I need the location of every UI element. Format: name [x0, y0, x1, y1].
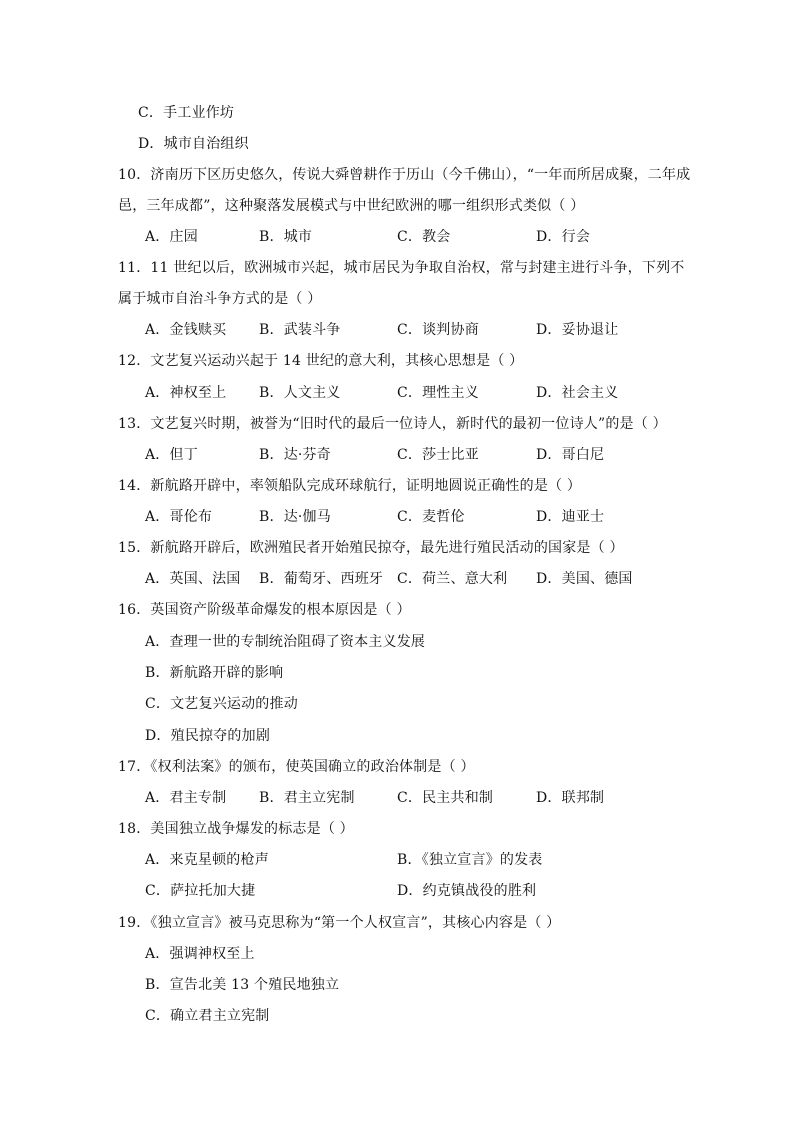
q19-option-b: B．宣告北美 13 个殖民地独立	[145, 977, 340, 993]
q11-option-c: C．谈判协商	[397, 322, 479, 338]
q13-option-b: B．达·芬奇	[259, 447, 331, 463]
q18-option-c: C．萨拉托加大捷	[145, 883, 256, 899]
q17-option-b: B．君主立宪制	[259, 790, 355, 806]
q11-option-d: D．妥协退让	[536, 322, 619, 338]
q12-option-d: D．社会主义	[536, 385, 619, 401]
q18-option-d: D．约克镇战役的胜利	[397, 883, 537, 899]
q12-option-b: B．人文主义	[259, 385, 341, 401]
q11-option-b: B．武装斗争	[259, 322, 341, 338]
q14-option-b: B．达·伽马	[259, 509, 331, 525]
q18-option-a: A．来克星顿的枪声	[145, 852, 269, 868]
q15-option-c: C．荷兰、意大利	[397, 571, 508, 587]
question-17-stem: 17．《权利法案》的颁布，使英国确立的政治体制是（ ）	[118, 759, 475, 775]
q13-option-a: A．但丁	[145, 447, 198, 463]
q10-option-d: D．行会	[536, 229, 591, 245]
q16-option-d: D．殖民掠夺的加剧	[145, 728, 271, 744]
question-10-stem-cont: 邑，三年成都”，这种聚落发展模式与中世纪欧洲的哪一组织形式类似（ ）	[118, 198, 585, 214]
q14-option-d: D．迪亚士	[536, 509, 605, 525]
q16-option-b: B．新航路开辟的影响	[145, 665, 284, 681]
q15-option-d: D．美国、德国	[536, 571, 633, 587]
q16-option-c: C．文艺复兴运动的推动	[145, 696, 298, 712]
q15-option-b: B．葡萄牙、西班牙	[259, 571, 384, 587]
q10-option-c: C．教会	[397, 229, 451, 245]
q13-option-d: D．哥白尼	[536, 447, 605, 463]
option-c: C．手工业作坊	[138, 105, 235, 121]
q15-option-a: A．英国、法国	[145, 571, 241, 587]
q18-option-b: B．《独立宣言》的发表	[397, 852, 543, 868]
question-16-stem: 16．英国资产阶级革命爆发的根本原因是（ ）	[118, 602, 411, 618]
q19-option-c: C．确立君主立宪制	[145, 1008, 270, 1024]
q11-option-a: A．金钱赎买	[145, 322, 227, 338]
question-11-stem: 11．11 世纪以后，欧洲城市兴起，城市居民为争取自治权，常与封建主进行斗争，下列不	[118, 260, 685, 276]
question-11-stem-cont: 属于城市自治斗争方式的是（ ）	[118, 291, 322, 307]
question-10-stem: 10．济南历下区历史悠久，传说大舜曾耕作于历山（今千佛山），“一年而所居成聚，二年成	[118, 167, 691, 183]
q12-option-c: C．理性主义	[397, 385, 479, 401]
q19-option-a: A．强调神权至上	[145, 946, 255, 962]
option-d: D．城市自治组织	[138, 136, 249, 152]
question-13-stem: 13．文艺复兴时期，被誉为“旧时代的最后一位诗人，新时代的最初一位诗人”的是（ ）	[118, 416, 667, 432]
question-14-stem: 14．新航路开辟中，率领船队完成环球航行，证明地圆说正确性的是（ ）	[118, 478, 582, 494]
q10-option-a: A．庄园	[145, 229, 198, 245]
q12-option-a: A．神权至上	[145, 385, 227, 401]
q17-option-d: D．联邦制	[536, 790, 605, 806]
question-18-stem: 18．美国独立战争爆发的标志是（ ）	[118, 821, 354, 837]
q17-option-a: A．君主专制	[145, 790, 227, 806]
question-12-stem: 12．文艺复兴运动兴起于 14 世纪的意大利，其核心思想是（ ）	[118, 353, 524, 369]
question-19-stem: 19．《独立宣言》被马克思称为“第一个人权宣言”，其核心内容是（ ）	[118, 915, 561, 931]
q16-option-a: A．查理一世的专制统治阻碍了资本主义发展	[145, 634, 426, 650]
q14-option-c: C．麦哲伦	[397, 509, 465, 525]
q13-option-c: C．莎士比亚	[397, 447, 479, 463]
q14-option-a: A．哥伦布	[145, 509, 213, 525]
q17-option-c: C．民主共和制	[397, 790, 494, 806]
question-15-stem: 15．新航路开辟后，欧洲殖民者开始殖民掠夺，最先进行殖民活动的国家是（ ）	[118, 540, 624, 556]
q10-option-b: B．城市	[259, 229, 313, 245]
